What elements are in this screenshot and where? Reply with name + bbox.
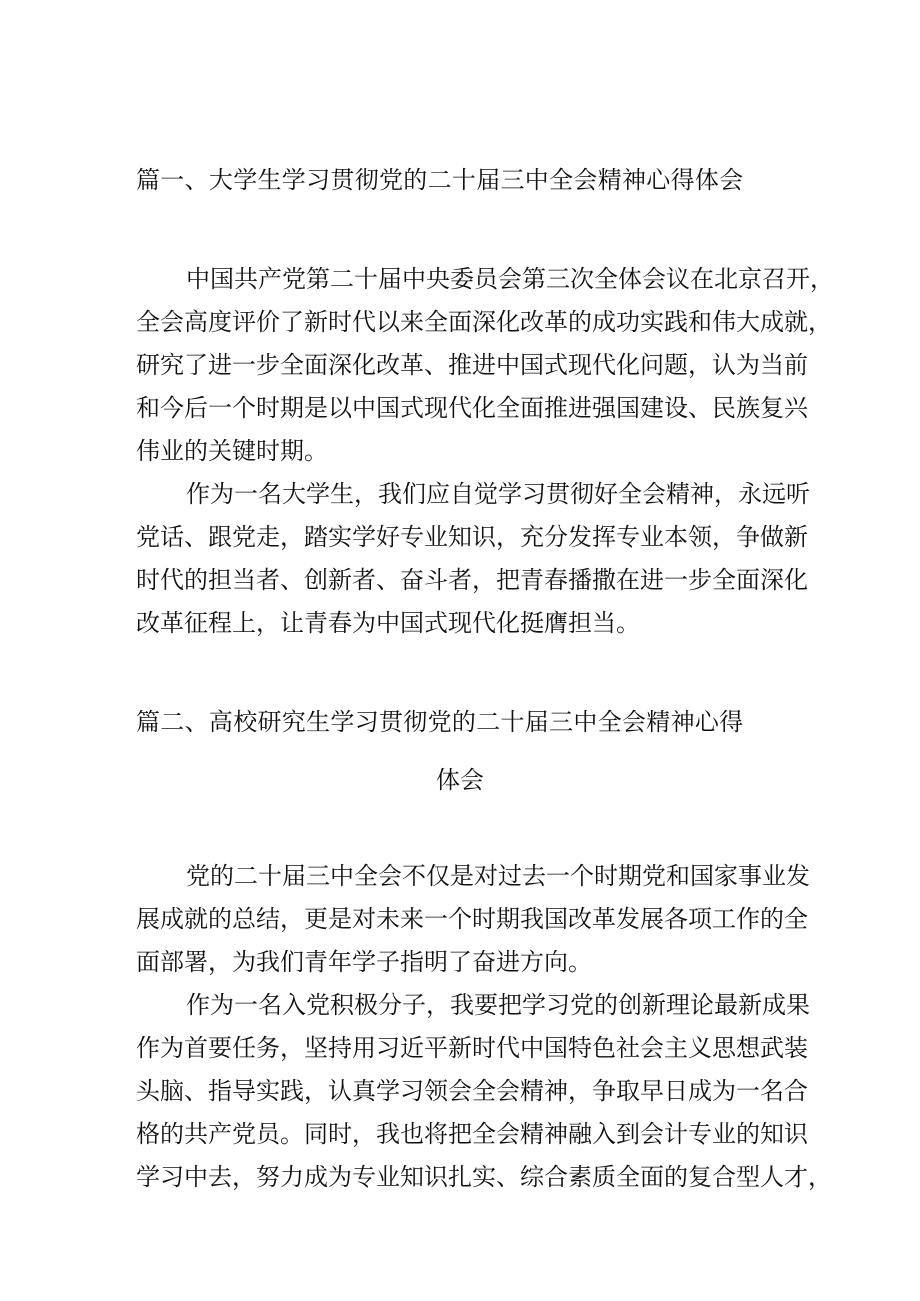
section-2-title: 篇二、高校研究生学习贯彻党的二十届三中全会精神心得 bbox=[136, 708, 744, 736]
paragraph-line: 格的共产党员。同时，我也将把全会精神融入到会计专业的知识 bbox=[136, 1120, 808, 1148]
paragraph-line: 研究了进一步全面深化改革、推进中国式现代化问题，认为当前 bbox=[136, 351, 808, 379]
paragraph-line: 伟业的关键时期。 bbox=[136, 437, 328, 465]
paragraph-line: 全会高度评价了新时代以来全面深化改革的成功实践和伟大成就， bbox=[136, 308, 832, 336]
paragraph-line: 作为一名大学生，我们应自觉学习贯彻好全会精神，永远听 bbox=[186, 480, 810, 508]
paragraph-line: 作为一名入党积极分子，我要把学习党的创新理论最新成果 bbox=[186, 991, 810, 1019]
section-1-title: 篇一、大学生学习贯彻党的二十届三中全会精神心得体会 bbox=[136, 166, 744, 194]
paragraph-line: 头脑、指导实践，认真学习领会全会精神，争取早日成为一名合 bbox=[136, 1077, 808, 1105]
paragraph-line: 作为首要任务，坚持用习近平新时代中国特色社会主义思想武装 bbox=[136, 1034, 808, 1062]
paragraph-line: 改革征程上，让青春为中国式现代化挺膺担当。 bbox=[136, 609, 640, 637]
paragraph-line: 中国共产党第二十届中央委员会第三次全体会议在北京召开， bbox=[186, 265, 834, 293]
paragraph-line: 党话、跟党走，踏实学好专业知识，充分发挥专业本领，争做新 bbox=[136, 523, 808, 551]
paragraph-line: 学习中去，努力成为专业知识扎实、综合素质全面的复合型人才， bbox=[136, 1163, 832, 1191]
paragraph-line: 展成就的总结，更是对未来一个时期我国改革发展各项工作的全 bbox=[136, 905, 808, 933]
paragraph-line: 和今后一个时期是以中国式现代化全面推进强国建设、民族复兴 bbox=[136, 394, 808, 422]
paragraph-line: 党的二十届三中全会不仅是对过去一个时期党和国家事业发 bbox=[186, 862, 810, 890]
paragraph-line: 时代的担当者、创新者、奋斗者，把青春播撒在进一步全面深化 bbox=[136, 566, 808, 594]
section-2-title-continuation: 体会 bbox=[436, 766, 484, 794]
paragraph-line: 面部署，为我们青年学子指明了奋进方向。 bbox=[136, 948, 592, 976]
